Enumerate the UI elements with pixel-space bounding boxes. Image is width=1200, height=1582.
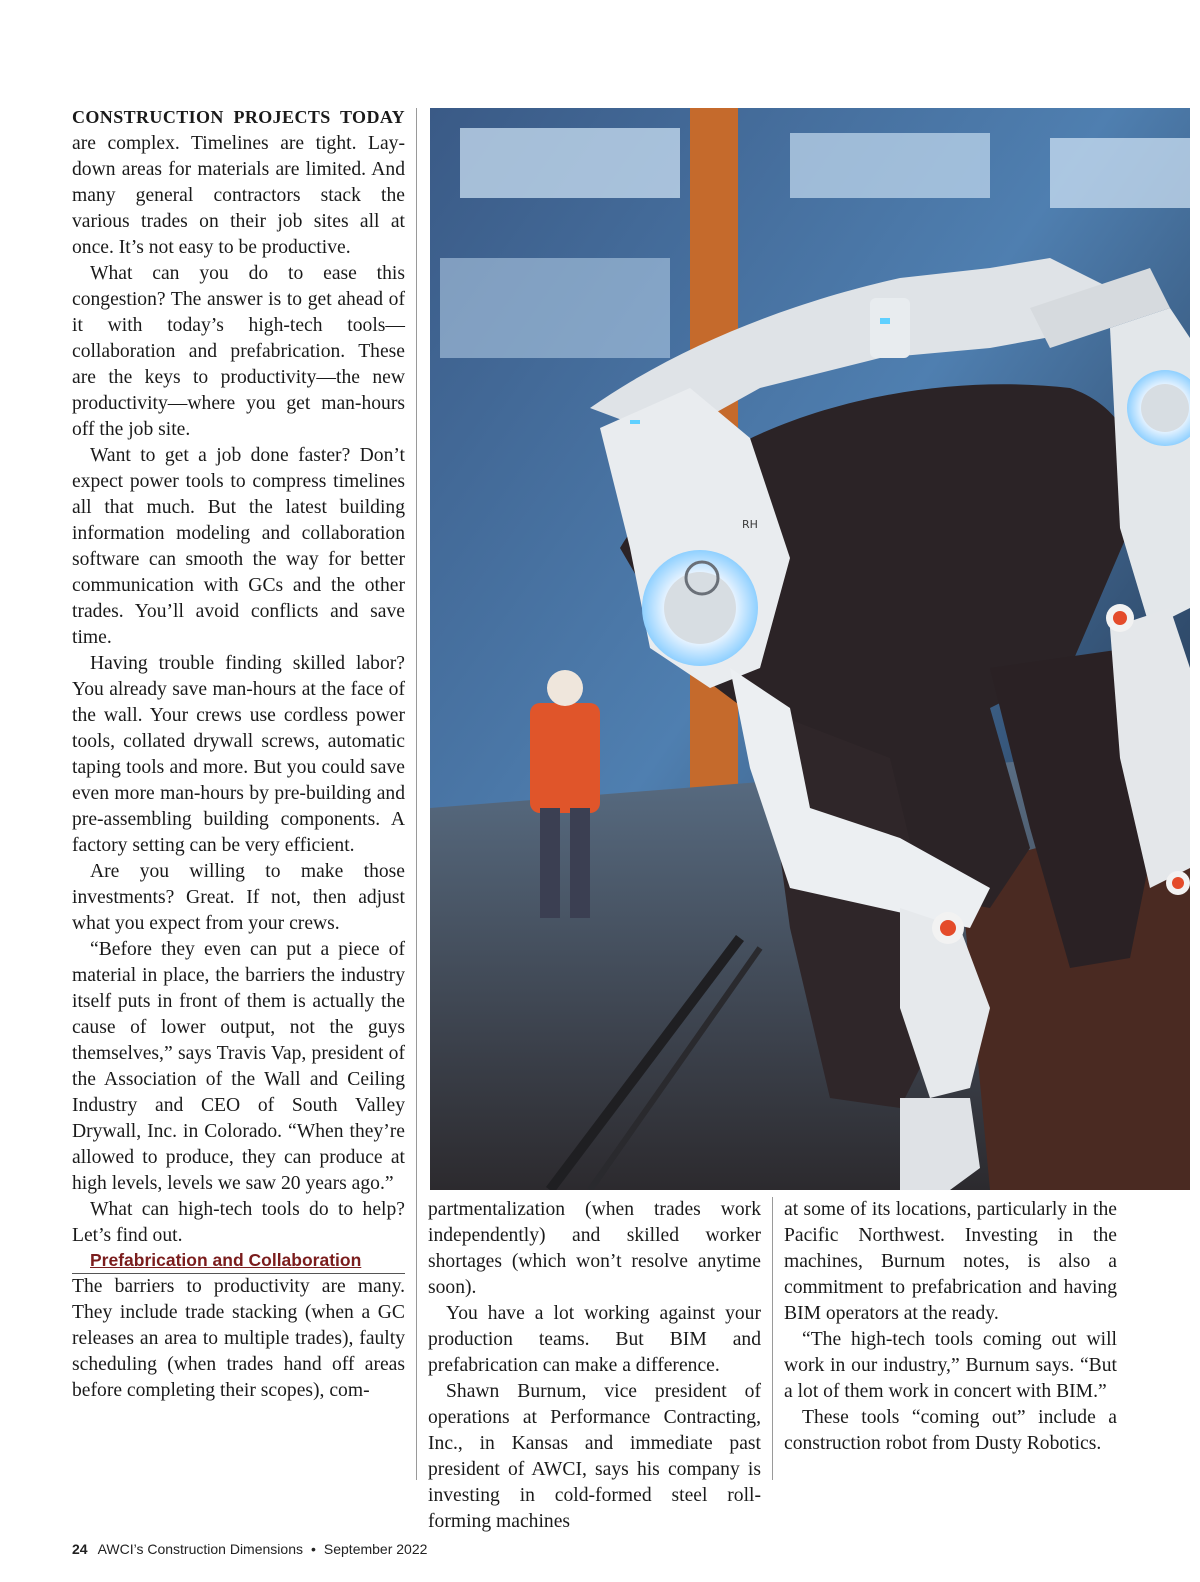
paragraph: You have a lot working against your production teams. But BIM and prefabrication can make a difference. xyxy=(428,1303,761,1376)
paragraph: These tools “coming out” include a construction robot from Dusty Robotics. xyxy=(784,1407,1117,1454)
paragraph-text: are complex. Timelines are tight. Lay-down areas for materials are limited. And many general contractors stack the various trades on their job sites all at once. It’s not easy to be productive. xyxy=(72,133,405,258)
paragraph xyxy=(72,104,405,261)
page-footer xyxy=(72,1541,427,1557)
paragraph: partmentalization (when trades work independently) and skilled worker shortages (which won’t resolve anytime soon). xyxy=(428,1199,761,1298)
paragraph: What can high-tech tools do to help? Let’s find out. xyxy=(72,1199,405,1246)
article-column-middle xyxy=(428,1197,761,1535)
section-subhead: Prefabrication and Collaboration xyxy=(72,1249,405,1274)
paragraph: Want to get a job done faster? Don’t expect power tools to compress timelines all that much. But the latest building information modeling and collaboration software can smooth the way for better communication with GCs and the other trades. You’ll avoid conflicts and save time. xyxy=(72,445,405,648)
footer-separator: • xyxy=(310,1541,316,1557)
paragraph: Having trouble finding skilled labor? You already save man-hours at the face of the wall. Your crews use cordless power tools, collated drywall screws, automatic taping tools and more. But you could save even more man-hours by pre-building and pre-assembling building components. A factory setting can be very efficient. xyxy=(72,653,405,856)
paragraph: Are you willing to make those investments? Great. If not, then adjust what you expect from your crews. xyxy=(72,861,405,934)
page-number: 24 xyxy=(72,1541,88,1557)
paragraph: at some of its locations, particularly in the Pacific Northwest. Investing in the machines, Burnum notes, is also a commitment to prefabrication and having BIM operators at the ready. xyxy=(784,1199,1117,1324)
paragraph: The barriers to productivity are many. They include trade stacking (when a GC releases an area to multiple trades), faulty scheduling (when trades hand off areas before completing their scopes), com- xyxy=(72,1276,405,1401)
lead-in: CONSTRUCTION PROJECTS TODAY xyxy=(72,107,405,127)
article-column-left xyxy=(72,104,405,1404)
paragraph: “The high-tech tools coming out will work in our industry,” Burnum says. “But a lot of them work in concert with BIM.” xyxy=(784,1329,1117,1402)
issue-date: September 2022 xyxy=(323,1541,428,1557)
paragraph: What can you do to ease this congestion? The answer is to get ahead of it with today’s high-tech tools—collaboration and prefabrication. These are the keys to productivity—the new productivity—where you get man-hours off the job site. xyxy=(72,263,405,440)
publication-name: AWCI’s Construction Dimensions xyxy=(97,1541,303,1557)
paragraph: “Before they even can put a piece of material in place, the barriers the industry itself puts in front of them is actually the cause of lower output, not the guys themselves,” says Travis Vap, president of the Association of the Wall and Ceiling Industry and CEO of South Valley Drywall, Inc. in Colorado. “When they’re allowed to produce, they can produce at high levels, levels we saw 20 years ago.” xyxy=(72,939,405,1194)
photo-marking: RH xyxy=(742,518,758,531)
article-column-right xyxy=(784,1197,1117,1457)
column-divider xyxy=(772,1197,773,1480)
column-divider xyxy=(416,108,417,1480)
paragraph: Shawn Burnum, vice president of operations at Performance Contracting, Inc., in Kansas and immediate past president of AWCI, says his company is investing in cold-formed steel roll-forming machines xyxy=(428,1381,761,1532)
exoskeleton-photo xyxy=(430,108,1190,1190)
